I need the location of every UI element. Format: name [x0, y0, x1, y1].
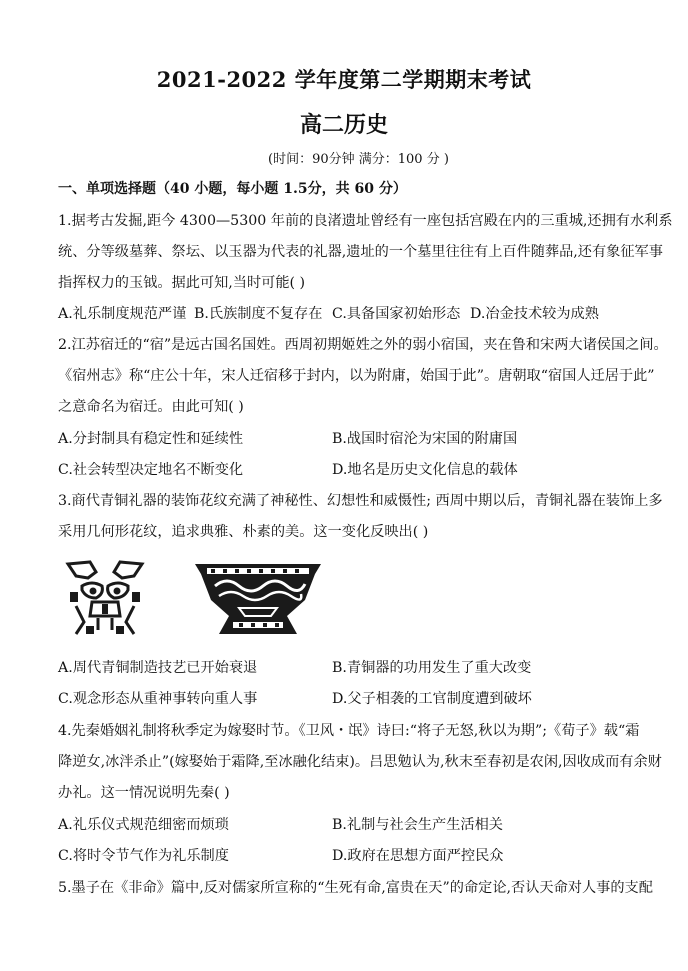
- q4-option-c: C.将时令节气作为礼乐制度: [58, 848, 229, 864]
- q2-line-2: 《宿州志》称“庄公十年，宋人迁宿移于封内，以为附庸，始国于此”。唐朝取“宿国人迁居于此”: [58, 368, 655, 384]
- q2-option-c: C.社会转型决定地名不断变化: [58, 462, 244, 478]
- q4-line-1: 4.先秦婚姻礼制将秋季定为嫁娶时节。《卫风・氓》诗曰:“将子无怒,秋以为期”;《荀子》载“霜: [58, 723, 640, 739]
- q4-option-a: A.礼乐仪式规范细密而烦琐: [58, 817, 229, 833]
- q2-line-1: 2.江苏宿迁的“宿”是远古国名国姓。西周初期姬姓之外的弱小宿国，夹在鲁和宋两大诸侯国之间。: [58, 337, 668, 353]
- exam-title: 2021-2022 学年度第二学期期末考试: [156, 67, 532, 92]
- q4-option-d: D.政府在思想方面严控民众: [332, 848, 504, 864]
- q2-option-a: A.分封制具有稳定性和延续性: [58, 431, 244, 447]
- q5-line-1: 5.墨子在《非命》篇中,反对儒家所宣称的“生死有命,富贵在天”的命定论,否认天命对人事的支配: [58, 880, 653, 896]
- q3-option-c: C.观念形态从重神事转向重人事: [58, 691, 258, 707]
- q3-option-d: D.父子相袭的工官制度遭到破坏: [332, 691, 532, 707]
- exam-info: (时间：90分钟 满分：100 分 ): [268, 152, 449, 167]
- section-heading: 一、单项选择题（40 小题，每小题 1.5分，共 60 分）: [58, 181, 407, 197]
- q2-line-3: 之意命名为宿迁。由此可知( ): [58, 399, 244, 415]
- q1-option-a: A.礼乐制度规范严谨: [58, 306, 187, 322]
- subject-title: 高二历史: [299, 112, 388, 138]
- q1-option-c: C.具备国家初始形态: [332, 306, 461, 322]
- q4-line-2: 降逆女,冰泮杀止”(嫁娶始于霜降,至冰融化结束)。吕思勉认为,秋末至春初是农闲,因收成而有余财: [58, 754, 662, 770]
- q3-option-b: B.青铜器的功用发生了重大改变: [332, 660, 532, 676]
- shang-taotie-motif-image: [62, 556, 148, 638]
- q3-line-2: 采用几何形花纹，追求典雅、朴素的美。这一变化反映出( ): [58, 524, 429, 540]
- q3-line-1: 3.商代青铜礼器的装饰花纹充满了神秘性、幻想性和威慑性; 西周中期以后，青铜礼器在装饰上多: [58, 493, 663, 509]
- q1-option-d: D.冶金技术较为成熟: [470, 306, 599, 322]
- q4-option-b: B.礼制与社会生产生活相关: [332, 817, 503, 833]
- q2-option-d: D.地名是历史文化信息的载体: [332, 462, 518, 478]
- q3-option-a: A.周代青铜制造技艺已开始衰退: [58, 660, 258, 676]
- q2-option-b: B.战国时宿沦为宋国的附庸国: [332, 431, 518, 447]
- q1-option-b: B.氏族制度不复存在: [194, 306, 323, 322]
- q1-line-3: 指挥权力的玉钺。据此可知,当时可能( ): [58, 275, 306, 291]
- zhou-geometric-vessel-image: [193, 560, 323, 636]
- q1-line-1: 1.据考古发掘,距今 4300—5300 年前的良渚遗址曾经有一座包括宫殿在内的三重城,还拥有水利系: [58, 213, 673, 229]
- q1-line-2: 统、分等级墓葬、祭坛、以玉器为代表的礼器,遗址的一个墓里往往有上百件随葬品,还有象征军事: [58, 244, 663, 260]
- q4-line-3: 办礼。这一情况说明先秦( ): [58, 785, 230, 801]
